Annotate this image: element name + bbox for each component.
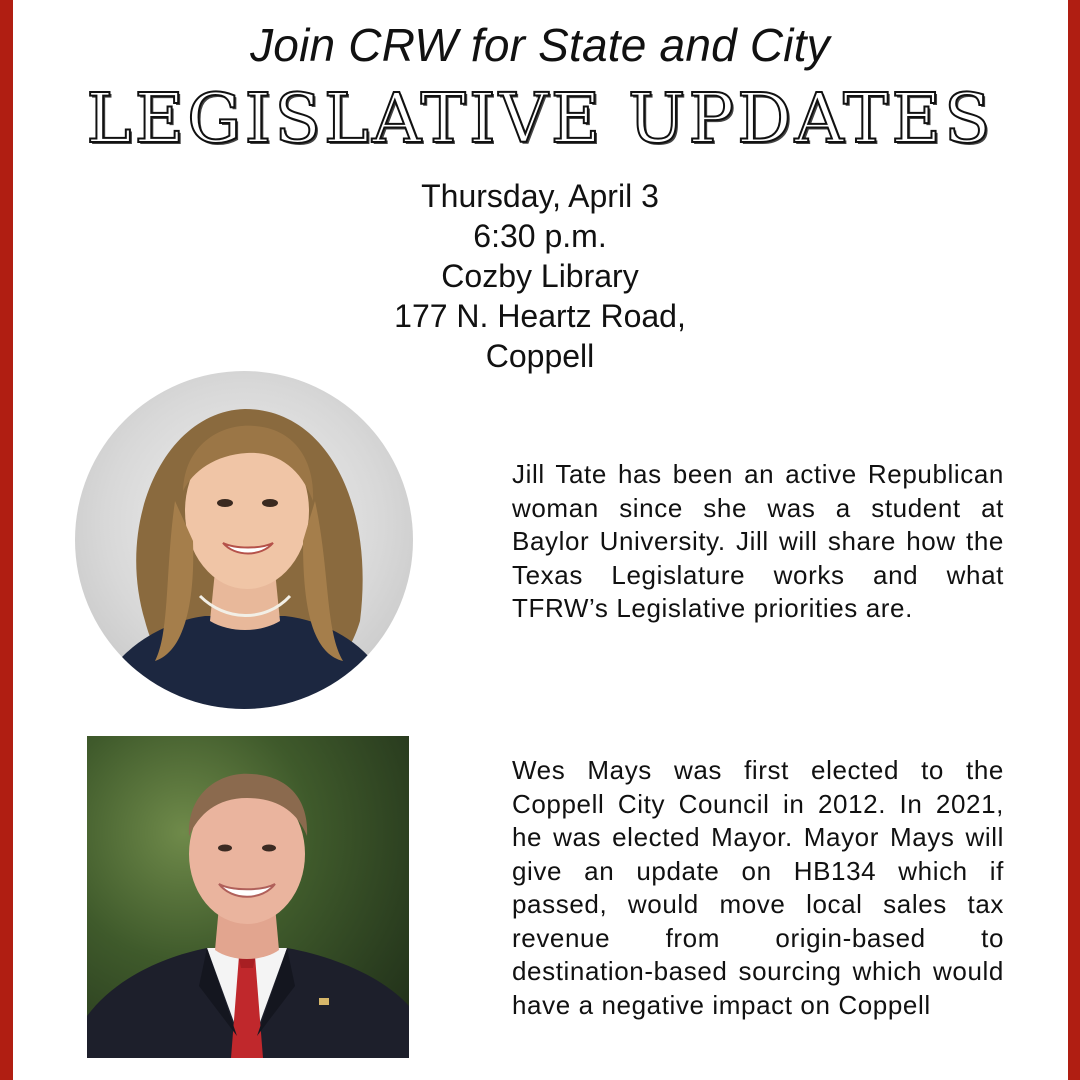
event-venue: Cozby Library	[441, 258, 639, 294]
speaker-photo-man-icon	[87, 736, 409, 1058]
event-address: 177 N. Heartz Road,	[394, 298, 686, 334]
speaker-1-photo	[75, 371, 413, 709]
speaker-1-bio: Jill Tate has been an active Republican woman since she was a student at Baylor University. Jill will share how the Texas Legislature works and what TFRW’s Legislative priorities are.	[512, 459, 1004, 623]
event-city: Coppell	[485, 338, 595, 374]
flyer-subtitle: Join CRW for State and City	[250, 19, 830, 71]
left-border	[0, 0, 13, 1080]
right-border	[1068, 0, 1080, 1080]
event-details	[0, 176, 1080, 376]
event-day: Thursday, April 3	[421, 178, 659, 214]
event-time: 6:30 p.m.	[473, 218, 607, 254]
speaker-photo-woman-icon	[75, 371, 413, 709]
speaker-2-bio: Wes Mays was first elected to the Coppell City Council in 2012. In 2021, he was elected Mayor. Mayor Mays will give an update on HB134 which if passed, would move local sales tax revenue from origin-based to destination-based sourcing which would have a negative impact on Coppell	[512, 755, 1004, 1020]
flyer-title: LEGISLATIVE UPDATES	[86, 80, 994, 159]
speaker-2-photo	[87, 736, 409, 1058]
